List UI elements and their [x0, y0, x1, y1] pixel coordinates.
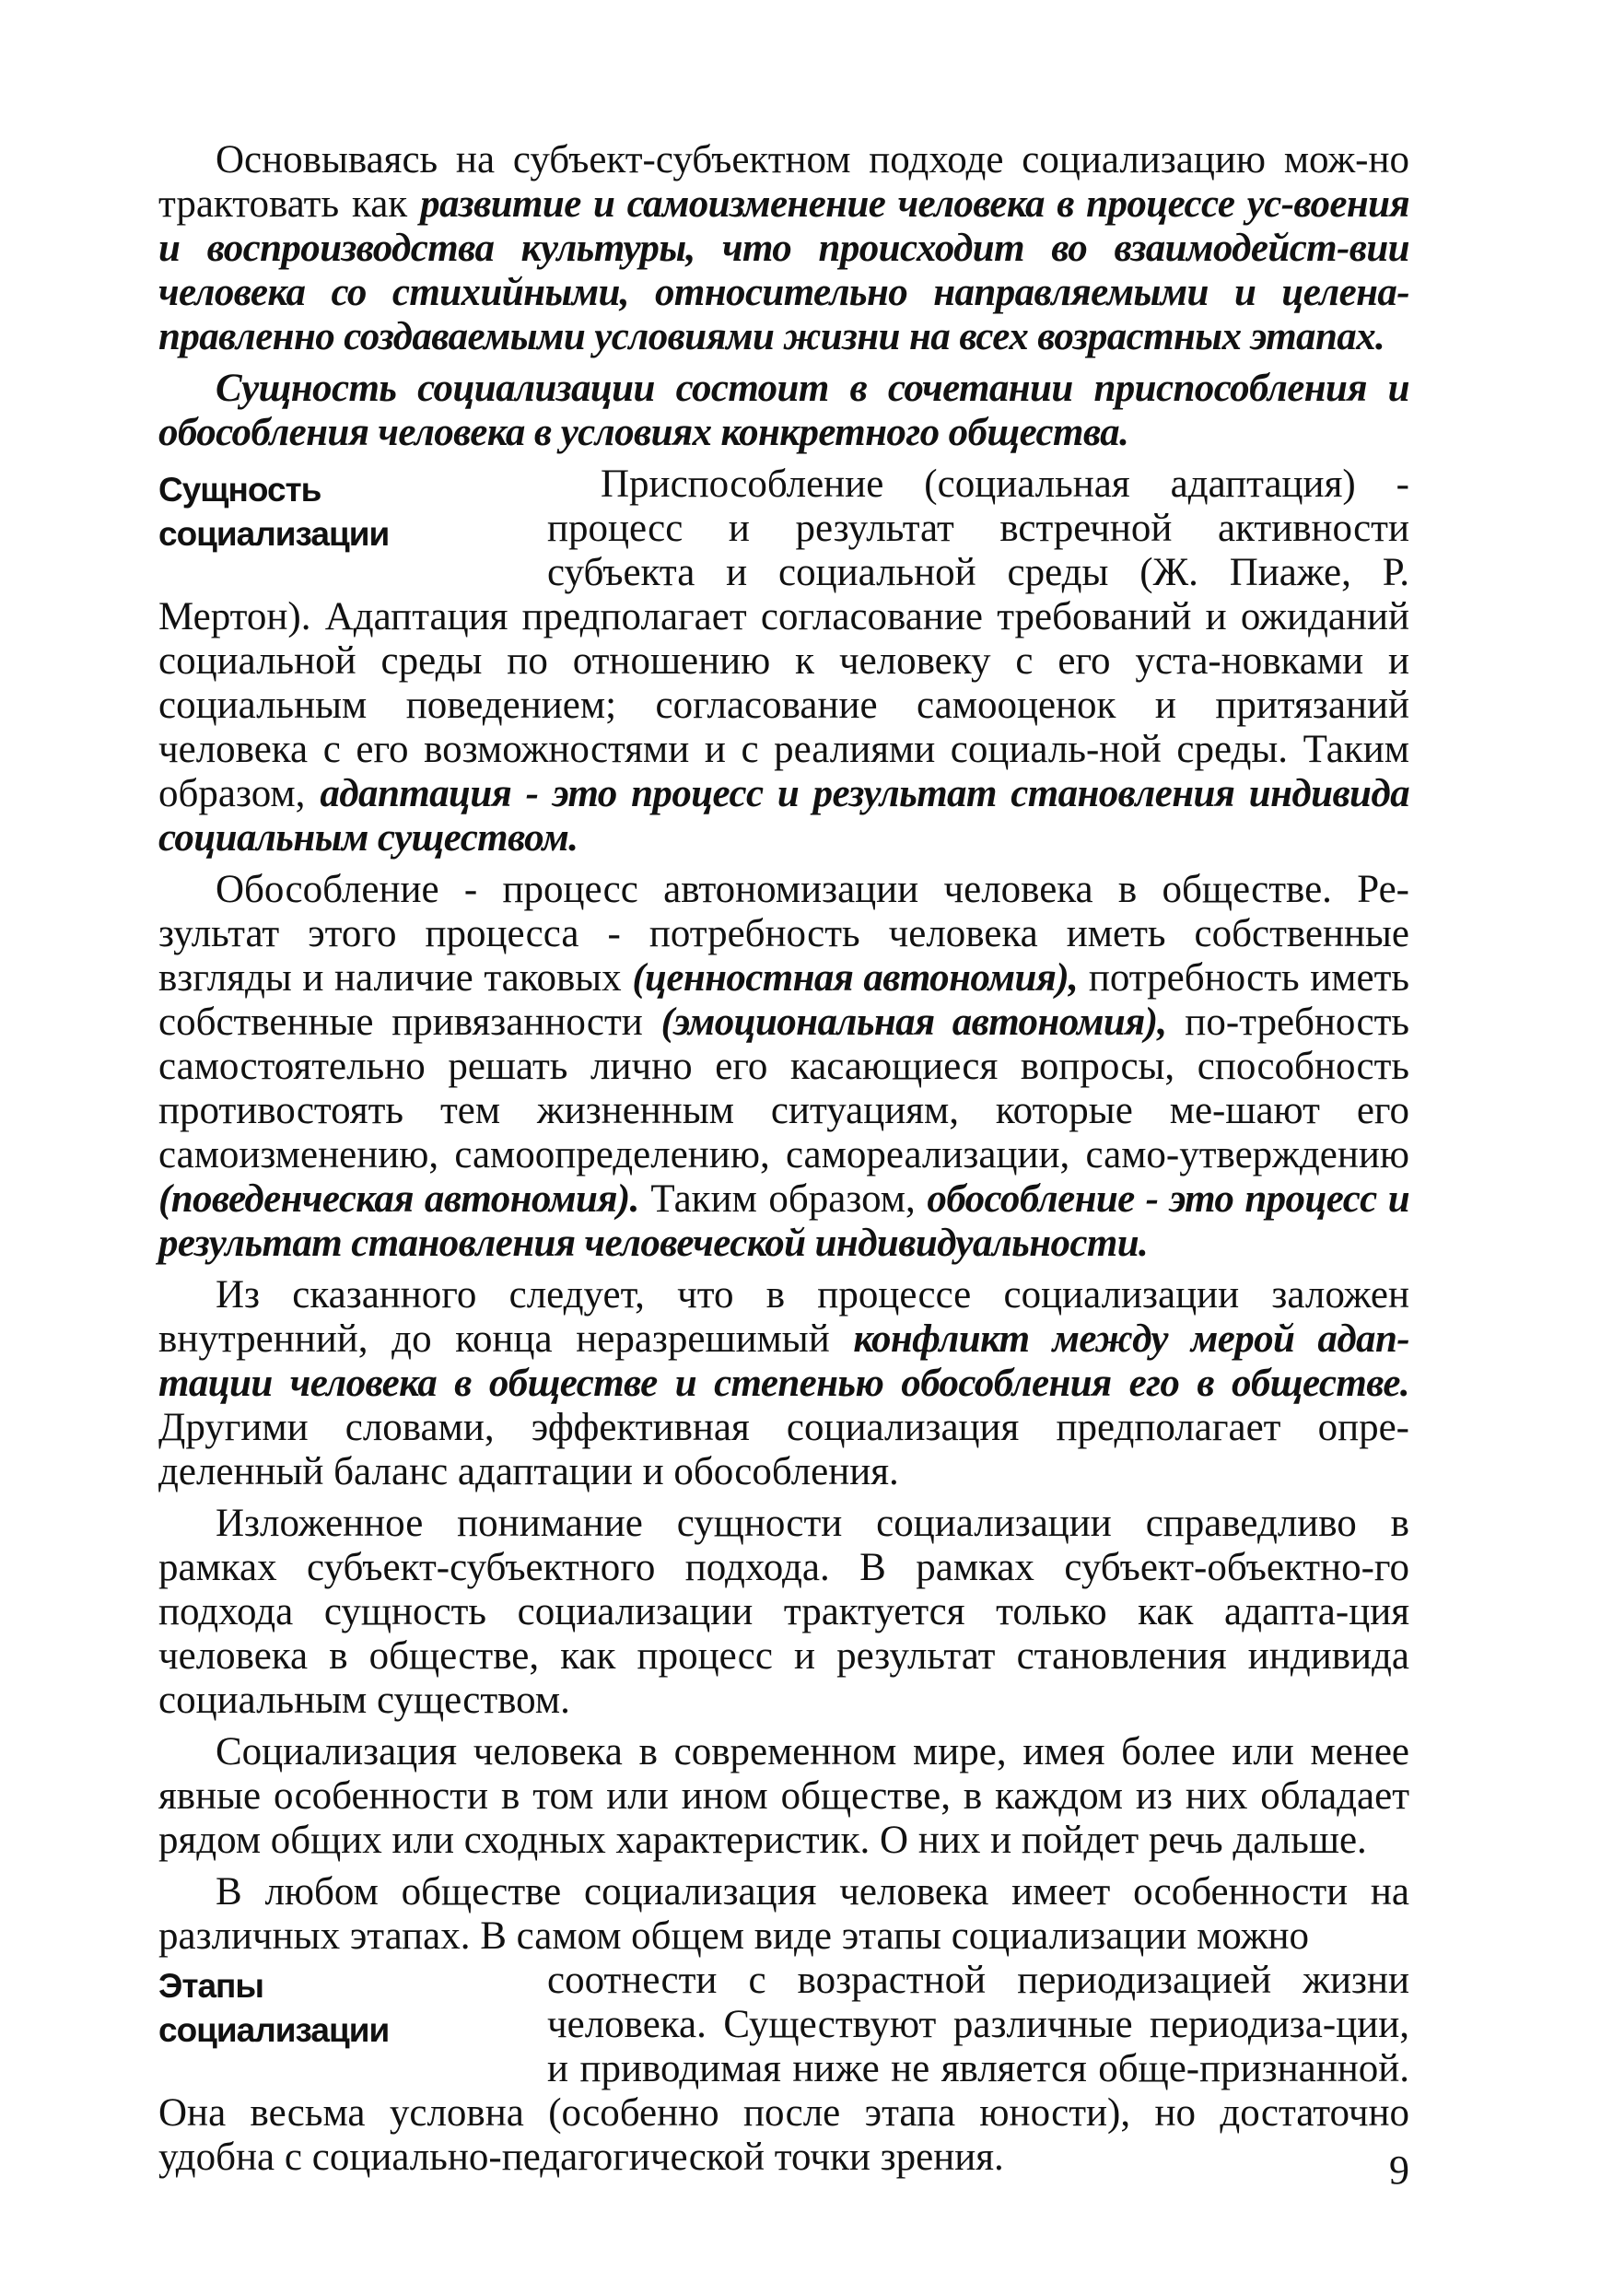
paragraph-text: Другими словами, эффективная социализация предполагает опре-деленный баланс адаптации и обособления. — [158, 1406, 1409, 1493]
paragraph-stages: соотнести с возрастной периодизацией жизни человека. Существуют различные периодиза-ции, и приводимая ниже не является обще-признанной. Она весьма условна (особенно после этапа юности), но достаточно удобна с социально-педагогической точки зрения. — [158, 1959, 1409, 2179]
emphasis-text: адаптация - это процесс и результат становления индивида социальным существом. — [158, 772, 1410, 860]
paragraph-stages-intro: В любом обществе социализация человека имеет особенности на различных этапах. В самом общем виде этапы социализации можно — [158, 1870, 1409, 1958]
paragraph-text: Из сказанного следует, что в процессе социализации заложен внутренний, до конца неразрешимый — [158, 1273, 1409, 1361]
emphasis-text: обособление - это процесс и результат становления человеческой индивидуальности. — [158, 1177, 1410, 1265]
paragraph-definition — [158, 138, 1409, 359]
emphasis-text: (поведенческая автономия). — [158, 1177, 639, 1221]
emphasis-text: (ценностная автономия), — [632, 956, 1079, 1000]
margin-heading-line: социализации — [158, 515, 390, 553]
paragraph-essence-summary: Сущность социализации состоит в сочетании приспособления и обособления человека в условиях конкретного общества. — [158, 367, 1409, 454]
margin-heading-line: социализации — [158, 2011, 390, 2049]
margin-heading-essence — [158, 468, 538, 556]
margin-heading-line: Этапы — [158, 1967, 263, 2005]
emphasis-text: конфликт между мерой адап-тации человека в обществе и степенью обособления его в обществе. — [158, 1317, 1409, 1405]
paragraph-isolation — [158, 868, 1409, 1266]
emphasis-text: развитие и самоизменение человека в процессе ус-воения и воспроизводства культуры, что происходит во взаимодейст-вии человека со стихийными, относительно направляемыми и целена-правленно создаваемыми условиями жизни на всех возрастных этапах. — [158, 182, 1409, 358]
paragraph-text: потребность иметь собственные привязанности — [158, 956, 1409, 1044]
page-body — [158, 138, 1409, 2187]
paragraph-text: Основываясь на субъект-субъектном подходе социализацию мож-но трактовать как — [158, 138, 1409, 226]
paragraph-conflict — [158, 1273, 1409, 1494]
page-number: 9 — [1389, 2148, 1409, 2193]
paragraph-approaches: Изложенное понимание сущности социализации справедливо в рамках субъект-субъектного подхода. В рамках субъект-объектно-го подхода сущность социализации трактуется только как адапта-ция человека в обществе, как процесс и результат становления индивида социальным существом. — [158, 1502, 1409, 1722]
margin-heading-line: Сущность — [158, 471, 321, 509]
paragraph-modern-world: Социализация человека в современном мире, имея более или менее явные особенности в том или ином обществе, в каждом из них обладает рядом общих или сходных характеристик. О них и пойдет речь дальше. — [158, 1730, 1409, 1862]
margin-heading-stages — [158, 1964, 538, 2053]
paragraph-text: Таким образом, — [638, 1177, 928, 1221]
emphasis-text: (эмоциональная автономия), — [660, 1001, 1167, 1044]
paragraph-text: Обособление - процесс автономизации человека в обществе. Ре-зультат этого процесса - потребность человека иметь собственные взгляды и наличие таковых — [158, 868, 1409, 1000]
paragraph-text: Приспособление (социальная адаптация) - процесс и результат встречной активности субъекта и социальной среды (Ж. Пиаже, Р. Мертон). Адаптация предполагает согласование требований и ожиданий социальной среды по отношению к человеку с его уста-новками и социальным поведением; согласование самооценок и притязаний человека с его возможностями и с реалиями социаль-ной среды. Таким образом, — [158, 462, 1409, 815]
paragraph-text: по-требность самостоятельно решать лично его касающиеся вопросы, способность противостоять тем жизненным ситуациям, которые ме-шают его самоизменению, самоопределению, самореализации, само-утверждению — [158, 1001, 1409, 1176]
